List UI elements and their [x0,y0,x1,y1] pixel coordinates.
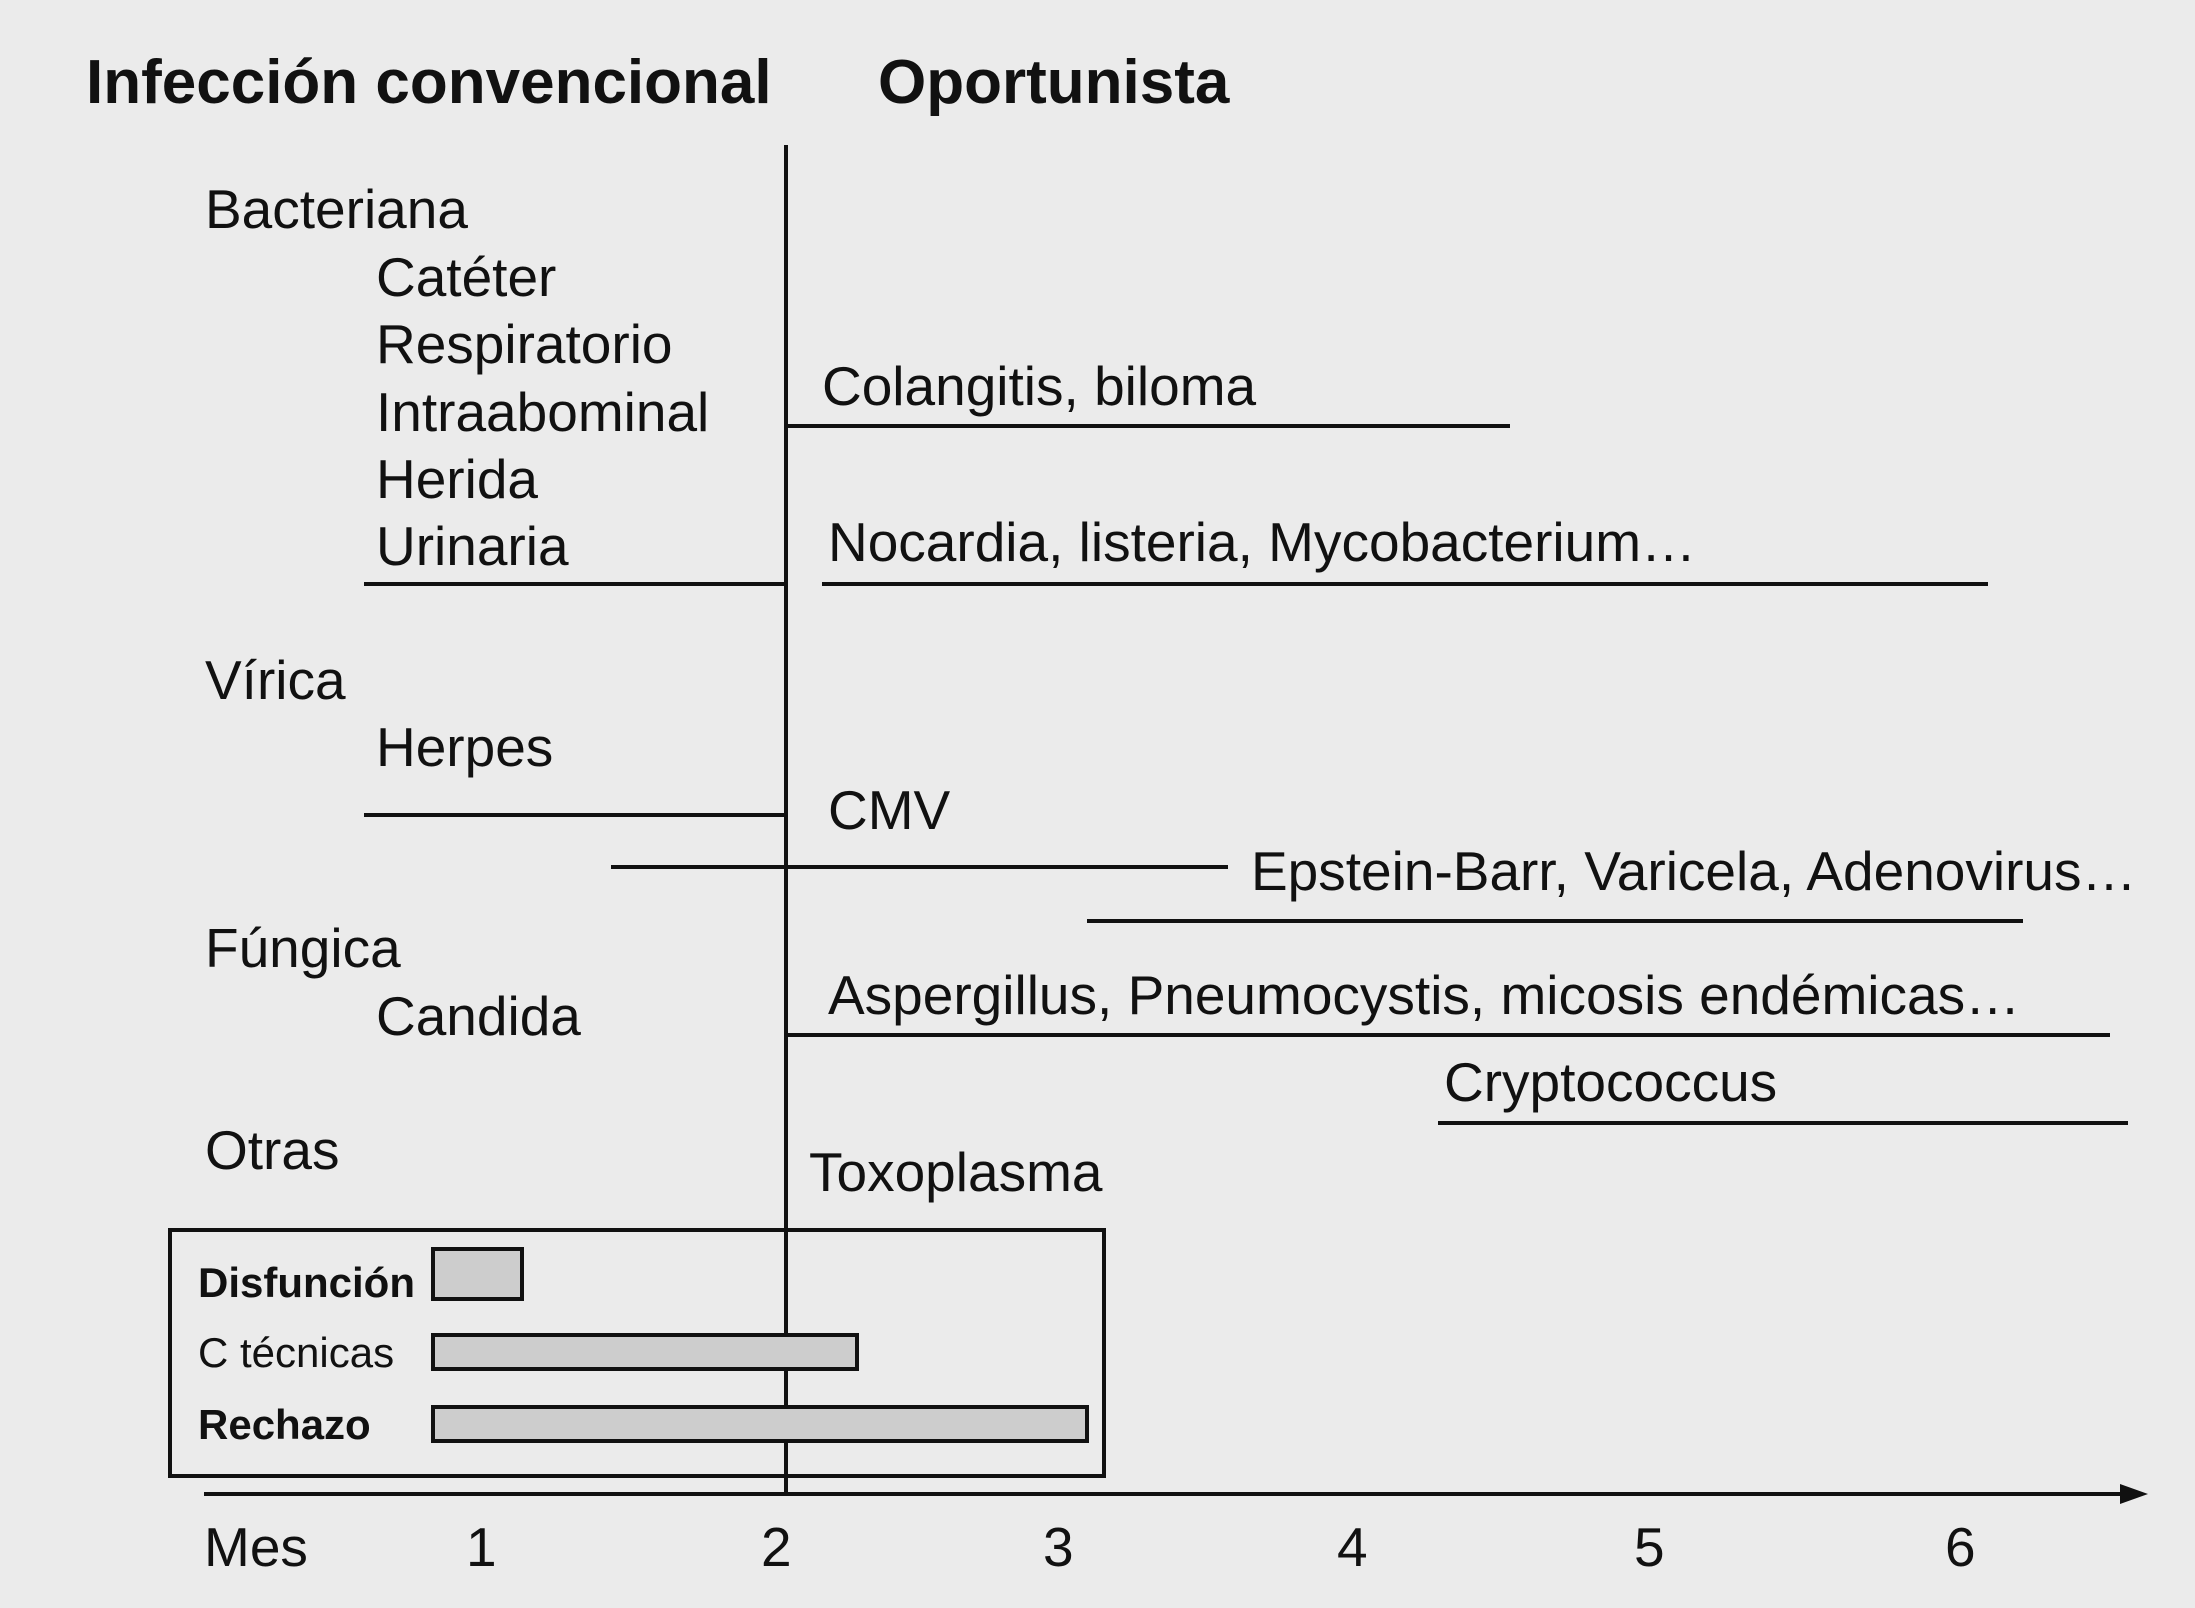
tick-1: 1 [466,1516,497,1578]
axis-label: Mes [204,1516,308,1578]
viral-title: Vírica [205,649,346,711]
cryptococcus-label: Cryptococcus [1444,1051,1778,1113]
bacterial-item-intraabominal: Intraabominal [376,381,710,443]
fungal-title: Fúngica [205,917,401,979]
axis-arrow-icon [2120,1480,2150,1508]
cmv-timeline [611,865,1228,869]
epstein-barr-timeline [1087,919,2023,923]
herpes-timeline [364,813,784,817]
epstein-barr-label: Epstein-Barr, Varicela, Adenovirus… [1251,840,2137,902]
fungal-item-candida: Candida [376,985,581,1047]
disfuncion-label: Disfunción [198,1259,415,1306]
tick-5: 5 [1634,1516,1665,1578]
aspergillus-label: Aspergillus, Pneumocystis, micosis endémicas… [828,964,2021,1026]
other-title: Otras [205,1119,340,1181]
tecnicas-bar [431,1333,859,1371]
nocardia-label: Nocardia, listeria, Mycobacterium… [828,511,1697,573]
bacterial-item-cateter: Catéter [376,246,557,308]
bacterial-timeline [364,582,784,586]
cmv-label: CMV [828,779,951,841]
cryptococcus-timeline [1438,1121,2128,1125]
tick-4: 4 [1337,1516,1368,1578]
colangitis-label: Colangitis, biloma [822,355,1257,417]
bacterial-item-herida: Herida [376,448,539,510]
nocardia-timeline [822,582,1988,586]
tecnicas-label: C técnicas [198,1329,395,1376]
conventional-header: Infección convencional [86,48,772,117]
toxoplasma-label: Toxoplasma [809,1141,1103,1203]
bacterial-title: Bacteriana [205,178,468,240]
rechazo-bar [431,1405,1089,1443]
time-axis [204,1492,2134,1496]
opportunistic-header: Oportunista [878,48,1230,117]
disfuncion-bar [431,1247,524,1301]
rechazo-label: Rechazo [198,1401,371,1448]
bacterial-item-urinaria: Urinaria [376,515,569,577]
viral-item-herpes: Herpes [376,716,554,778]
tick-3: 3 [1043,1516,1074,1578]
bacterial-item-respiratorio: Respiratorio [376,313,673,375]
tick-2: 2 [761,1516,792,1578]
tick-6: 6 [1945,1516,1976,1578]
aspergillus-timeline [786,1033,2110,1037]
colangitis-timeline [786,424,1510,428]
